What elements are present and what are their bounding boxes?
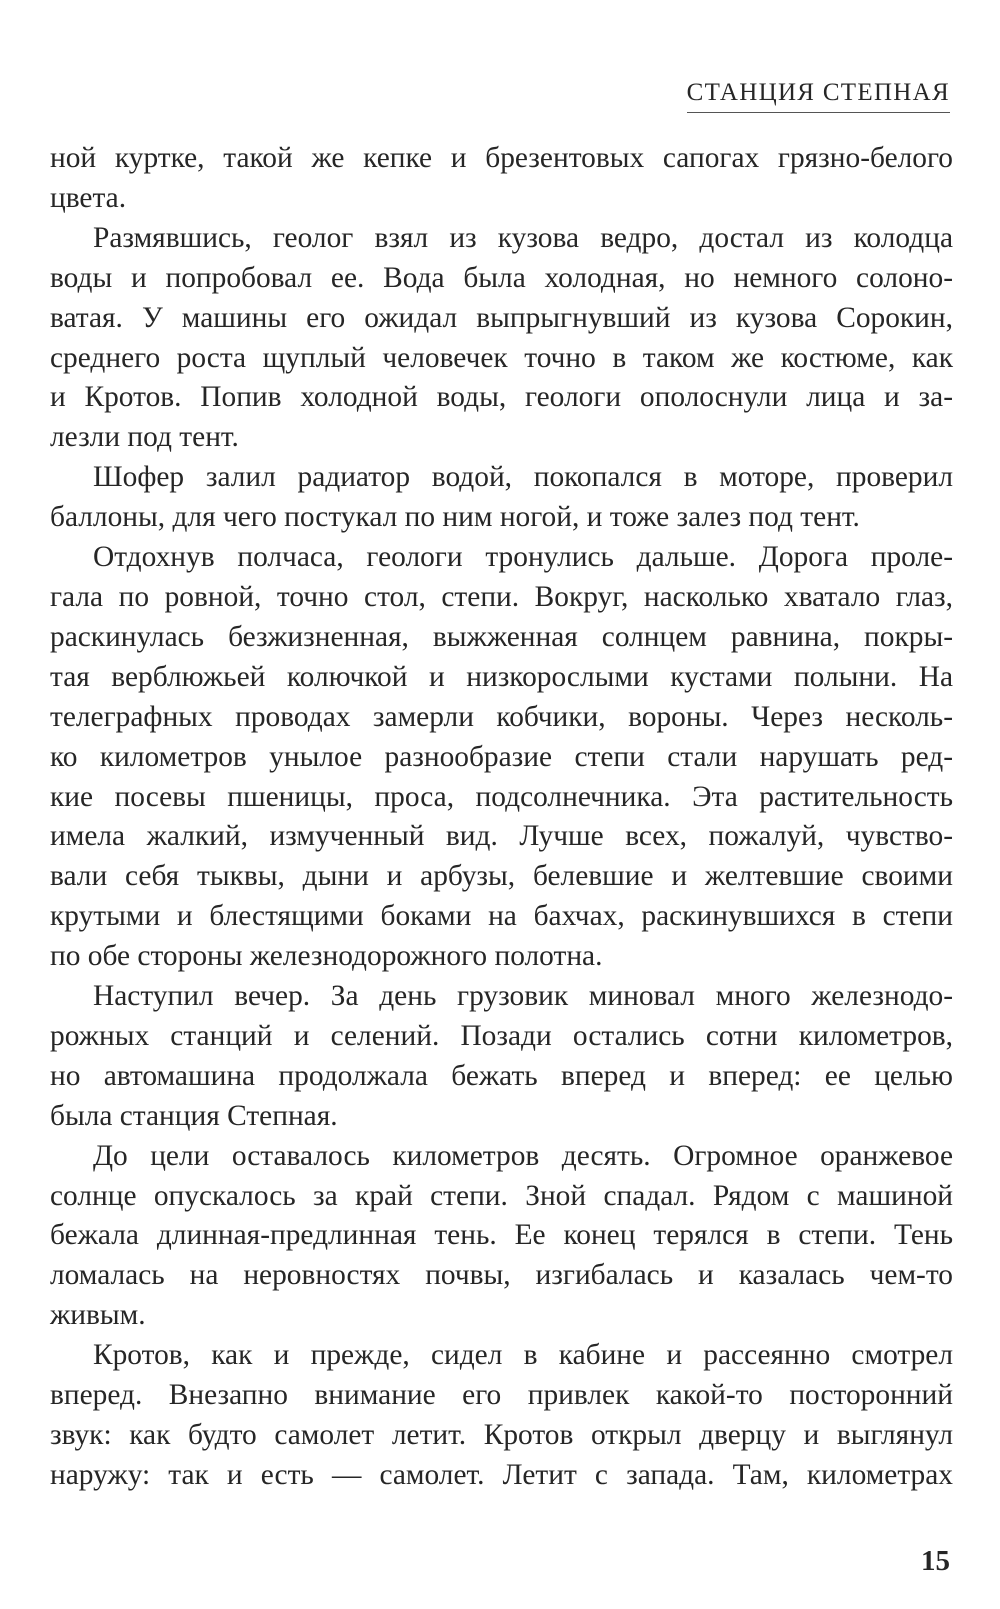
text-line: живым. [50,1299,146,1332]
text-line: Размявшись, геолог взял из кузова ведро, достал из колодца [93,221,953,254]
text-line: крутыми и блестящими боками на бахчах, раскинувшихся в степи [50,900,953,933]
text-line: наружу: так и есть — самолет. Летит с запада. Там, километрах [50,1458,953,1491]
text-line: звук: как будто самолет летит. Кротов открыл дверцу и выглянул [50,1419,953,1451]
text-line: кие посевы пшеницы, проса, подсолнечника. Эта растительность [50,780,953,813]
text-line: тая верблюжьей колючкой и низкорослыми кустами полыни. На [50,660,953,693]
paragraph [50,977,953,1137]
text-line: лезли под тент. [50,421,239,454]
text-line: вали себя тыквы, дыни и арбузы, белевшие и желтевшие своими [50,860,953,893]
text-line: ватая. У машины его ожидал выпрыгнувший из кузова Сорокин, [50,301,953,334]
paragraph [50,1336,953,1496]
text-line: Отдохнув полчаса, геологи тронулись дальше. Дорога проле- [93,541,953,574]
text-line: и Кротов. Попив холодной воды, геологи ополоснули лица и за- [50,381,953,414]
text-line: но автомашина продолжала бежать вперед и вперед: ее целью [50,1059,953,1092]
text-line: была станция Степная. [50,1099,338,1132]
text-line: вперед. Внезапно внимание его привлек какой-то посторонний [50,1379,953,1412]
paragraph [50,219,953,458]
text-line: До цели оставалось километров десять. Огромное оранжевое [93,1139,953,1172]
text-line: среднего роста щуплый человечек точно в таком же костюме, как [50,341,953,374]
text-line: Кротов, как и прежде, сидел в кабине и рассеянно смотрел [93,1339,953,1372]
paragraph [50,538,953,977]
text-line: солнце опускалось за край степи. Зной спадал. Рядом с машиной [50,1179,953,1212]
text-line: имела жалкий, измученный вид. Лучше всех, пожалуй, чувство- [50,820,953,853]
body-text [50,139,953,1496]
text-line: ко километров унылое разнообразие степи стали нарушать ред- [50,740,953,773]
text-line: раскинулась безжизненная, выжженная солнцем равнина, покры- [50,620,953,653]
text-line: телеграфных проводах замерли кобчики, вороны. Через несколь- [50,700,953,733]
text-line: ной куртке, такой же кепке и брезентовых сапогах грязно-белого [50,142,953,174]
paragraph [50,1137,953,1337]
running-header: СТАНЦИЯ СТЕПНАЯ [687,78,950,113]
paragraph [50,458,953,538]
text-line: Шофер залил радиатор водой, покопался в моторе, проверил [93,461,953,494]
text-line: бежала длинная-предлинная тень. Ее конец терялся в степи. Тень [50,1219,953,1252]
paragraph [50,139,953,219]
text-line: Наступил вечер. За день грузовик миновал много железнодо- [93,980,953,1013]
page-number: 15 [921,1545,950,1577]
text-line: по обе стороны железнодорожного полотна. [50,940,603,973]
text-line: воды и попробовал ее. Вода была холодная, но немного солоно- [50,261,953,294]
text-line: ломалась на неровностях почвы, изгибалась и казалась чем-то [50,1259,953,1292]
text-line: цвета. [50,181,127,214]
text-line: баллоны, для чего постукал по ним ногой, и тоже залез под тент. [50,501,860,534]
text-line: рожных станций и селений. Позади остались сотни километров, [50,1019,953,1052]
text-line: гала по ровной, точно стол, степи. Вокруг, насколько хватало глаз, [50,580,953,613]
